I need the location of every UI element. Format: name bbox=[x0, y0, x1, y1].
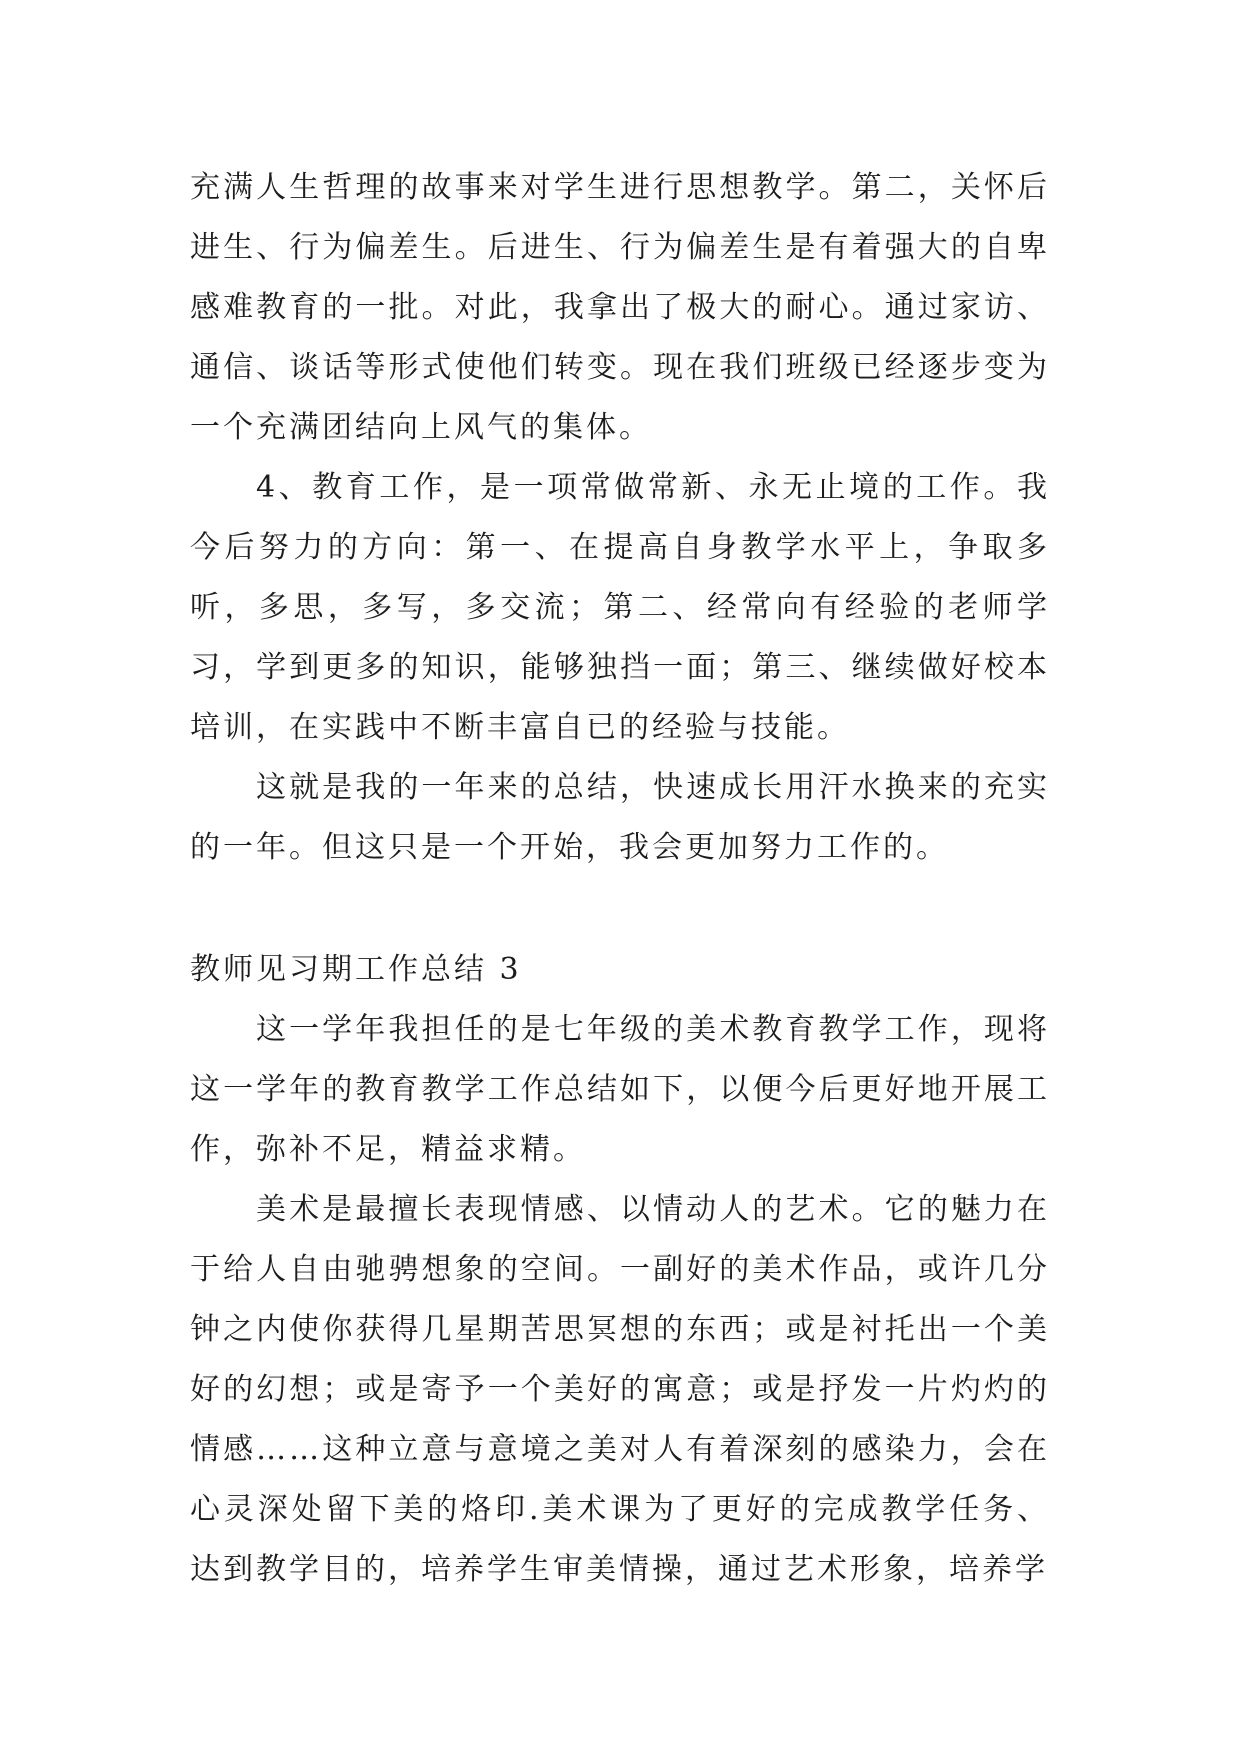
paragraph-intro: 这一学年我担任的是七年级的美术教育教学工作，现将这一学年的教育教学工作总结如下，以便今后更好地开展工作，弥补不足，精益求精。 bbox=[190, 1012, 1050, 1167]
section-spacer bbox=[190, 878, 1050, 940]
paragraph-closing: 这就是我的一年来的总结，快速成长用汗水换来的充实的一年。但这只是一个开始，我会更加努力工作的。 bbox=[190, 770, 1050, 865]
paragraph-item-4: 4、教育工作，是一项常做常新、永无止境的工作。我今后努力的方向：第一、在提高自身教学水平上，争取多听，多思，多写，多交流；第二、经常向有经验的老师学习，学到更多的知识，能够独挡一面；第三、继续做好校本培训，在实践中不断丰富自已的经验与技能。 bbox=[190, 470, 1050, 745]
document-body bbox=[190, 158, 1050, 1600]
paragraph-continuation: 充满人生哲理的故事来对学生进行思想教学。第二，关怀后进生、行为偏差生。后进生、行为偏差生是有着强大的自卑感难教育的一批。对此，我拿出了极大的耐心。通过家访、通信、谈话等形式使他们转变。现在我们班级已经逐步变为一个充满团结向上风气的集体。 bbox=[190, 170, 1050, 445]
paragraph-art: 美术是最擅长表现情感、以情动人的艺术。它的魅力在于给人自由驰骋想象的空间。一副好的美术作品，或许几分钟之内使你获得几星期苦思冥想的东西；或是衬托出一个美好的幻想；或是寄予一个美好的寓意；或是抒发一片灼灼的情感……这种立意与意境之美对人有着深刻的感染力，会在心灵深处留下美的烙印.美术课为了更好的完成教学任务、达到教学目的，培养学生审美情操，通过艺术形象，培养学 bbox=[190, 1192, 1050, 1587]
section-heading: 教师见习期工作总结 3 bbox=[190, 952, 522, 987]
